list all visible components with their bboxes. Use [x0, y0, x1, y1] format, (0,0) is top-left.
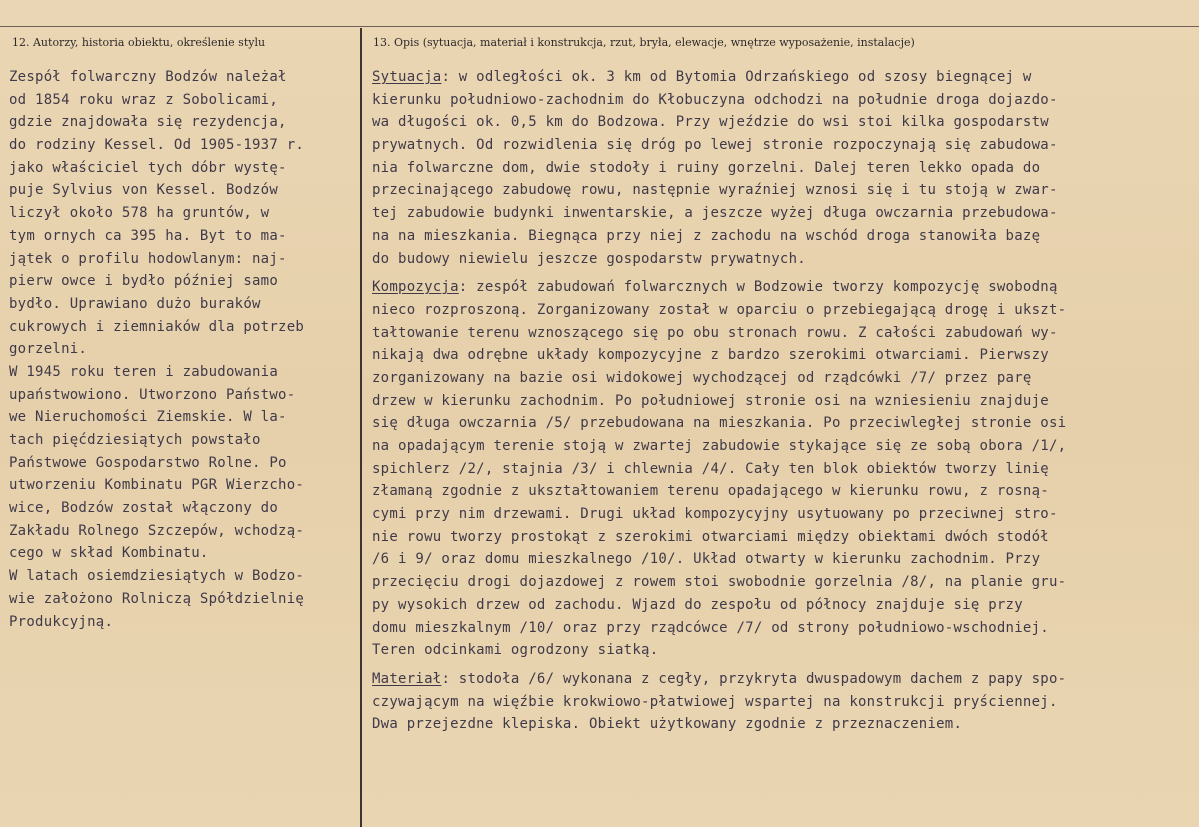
composition-line: na opadającym terenie stoją w zwartej zabudowie stykające się ze sobą obora /1/,: [372, 438, 1067, 454]
situation-line: tej zabudowie budynki inwentarskie, a jeszcze wyżej długa owczarnia przebudowa-: [372, 205, 1058, 222]
history-line: pierw owce i bydło później samo: [9, 273, 279, 290]
composition-line: nieco rozproszoną. Zorganizowany został w oparciu o przebiegającą drogę i ukszt-: [372, 301, 1067, 318]
history-line: cukrowych i ziemniaków dla potrzeb: [9, 318, 305, 335]
history-line: od 1854 roku wraz z Sobolicami,: [9, 91, 279, 108]
history-line: do rodziny Kessel. Od 1905-1937 r.: [9, 137, 305, 154]
situation-line: prywatnych. Od rozwidlenia się dróg po lewej stronie rozpoczynają się zabudowa-: [372, 137, 1058, 154]
material-line-text: : stodoła /6/ wykonana z cegły, przykryta dwuspadowym dachem z papy spo-: [441, 670, 1067, 687]
material-line: czywającym na więźbie krokwiowo-płatwiowej wspartej na konstrukcji pryściennej.: [372, 693, 1058, 710]
composition-line: złamaną zgodnie z ukształtowaniem terenu opadającego w kierunku rowu, z rosną-: [372, 483, 1049, 500]
material-line: Dwa przejezdne klepiska. Obiekt użytkowany zgodnie z przeznaczeniem.: [372, 716, 963, 733]
history-line: jątek o profilu hodowlanym: naj-: [9, 250, 287, 267]
material-heading: Materiał: [372, 670, 442, 687]
history-line: wie założono Rolniczą Spółdzielnię: [9, 590, 305, 607]
composition-line: domu mieszkalnym /10/ oraz przy rządcówce /7/ od strony południowo-wschodniej.: [372, 619, 1049, 636]
situation-line-text: : w odległości ok. 3 km od Bytomia Odrzańskiego od szosy biegnącej w: [441, 69, 1032, 85]
history-line: tach pięćdziesiątych powstało: [9, 432, 261, 448]
composition-line: się długa owczarnia /5/ przebudowana na mieszkania. Po przeciwległej stronie osi: [372, 415, 1067, 432]
situation-line: do budowy niewielu jeszcze gospodarstw prywatnych.: [372, 250, 806, 267]
column-divider: [360, 28, 362, 827]
composition-line: drzew w kierunku zachodnim. Po południowej stronie osi na wzniesieniu znajduje: [372, 392, 1049, 409]
situation-line: przecinającego zabudowę rowu, następnie wyraźniej wznosi się i tu stoją w zwar-: [372, 182, 1058, 199]
history-line: cego w skład Kombinatu.: [9, 545, 209, 562]
top-rule: [0, 26, 1199, 27]
situation-heading: Sytuacja: [372, 69, 442, 85]
history-line: Produkcyjną.: [9, 613, 114, 630]
composition-line: zorganizowany na bazie osi widokowej wychodzącej od rządcówki /7/ przez parę: [372, 369, 1032, 386]
composition-line: cymi przy nim drzewami. Drugi układ kompozycyjny usytuowany po przeciwnej stro-: [372, 506, 1058, 523]
history-line: Zakładu Rolnego Szczepów, wchodzą-: [9, 522, 305, 539]
composition-line: /6 i 9/ oraz domu mieszkalnego /10/. Układ otwarty w kierunku zachodnim. Przy: [372, 551, 1041, 568]
history-text: [9, 66, 359, 633]
description-text: [372, 66, 1192, 736]
history-line: upaństwowiono. Utworzono Państwo-: [9, 386, 296, 403]
history-line: we Nieruchomości Ziemskie. W la-: [9, 409, 287, 426]
material-first-line: [372, 668, 1192, 691]
history-line: W 1945 roku teren i zabudowania: [9, 363, 279, 380]
history-line: jako właściciel tych dóbr wystę-: [9, 159, 287, 176]
history-line: wice, Bodzów został włączony do: [9, 500, 279, 517]
composition-line: py wysokich drzew od zachodu. Wjazd do zespołu od północy znajduje się przy: [372, 596, 1023, 613]
section-12-header: 12. Autorzy, historia obiektu, określenie stylu: [12, 36, 266, 49]
composition-line: tałtowanie terenu wznoszącego się po obu stronach rowu. Z całości zabudowań wy-: [372, 324, 1058, 341]
history-line: puje Sylvius von Kessel. Bodzów: [9, 182, 279, 199]
composition-line-text: : zespół zabudowań folwarcznych w Bodzowie tworzy kompozycję swobodną: [458, 279, 1058, 296]
composition-first-line: [372, 276, 1192, 299]
history-line: gdzie znajdowała się rezydencja,: [9, 114, 287, 131]
situation-line: na na mieszkania. Biegnąca przy niej z zachodu na wschód droga stanowiła bazę: [372, 227, 1041, 244]
situation-line: nia folwarczne dom, dwie stodoły i ruiny gorzelni. Dalej teren lekko opada do: [372, 159, 1041, 176]
history-line: utworzeniu Kombinatu PGR Wierzcho-: [9, 477, 305, 494]
history-line: Państwowe Gospodarstwo Rolne. Po: [9, 454, 287, 471]
composition-line: nie rowu tworzy prostokąt z szerokimi otwarciami między obiektami dwóch stodół: [372, 528, 1049, 545]
composition-line: Teren odcinkami ogrodzony siatką.: [372, 642, 659, 659]
composition-line: spichlerz /2/, stajnia /3/ i chlewnia /4/. Cały ten blok obiektów tworzy linię: [372, 460, 1049, 477]
history-line: liczył około 578 ha gruntów, w: [9, 205, 270, 222]
history-line: gorzelni.: [9, 341, 88, 358]
situation-line: kierunku południowo-zachodnim do Kłobuczyna odchodzi na południe droga dojazdo-: [372, 91, 1058, 108]
composition-line: nikają dwa odrębne układy kompozycyjne z bardzo szerokimi otwarciami. Pierwszy: [372, 347, 1049, 364]
history-line: Zespół folwarczny Bodzów należał: [9, 69, 287, 85]
history-line: W latach osiemdziesiątych w Bodzo-: [9, 568, 305, 585]
section-13-header: 13. Opis (sytuacja, materiał i konstrukcja, rzut, bryła, elewacje, wnętrze wyposażenie, instalacje): [373, 36, 915, 49]
composition-line: przecięciu drogi dojazdowej z rowem stoi swobodnie gorzelnia /8/, na planie gru-: [372, 574, 1067, 591]
composition-heading: Kompozycja: [372, 279, 459, 296]
situation-line: wa długości ok. 0,5 km do Bodzowa. Przy wjeździe do wsi stoi kilka gospodarstw: [372, 114, 1049, 131]
history-line: bydło. Uprawiano dużo buraków: [9, 295, 261, 312]
situation-first-line: [372, 66, 1192, 89]
history-line: tym ornych ca 395 ha. Byt to ma-: [9, 227, 287, 244]
